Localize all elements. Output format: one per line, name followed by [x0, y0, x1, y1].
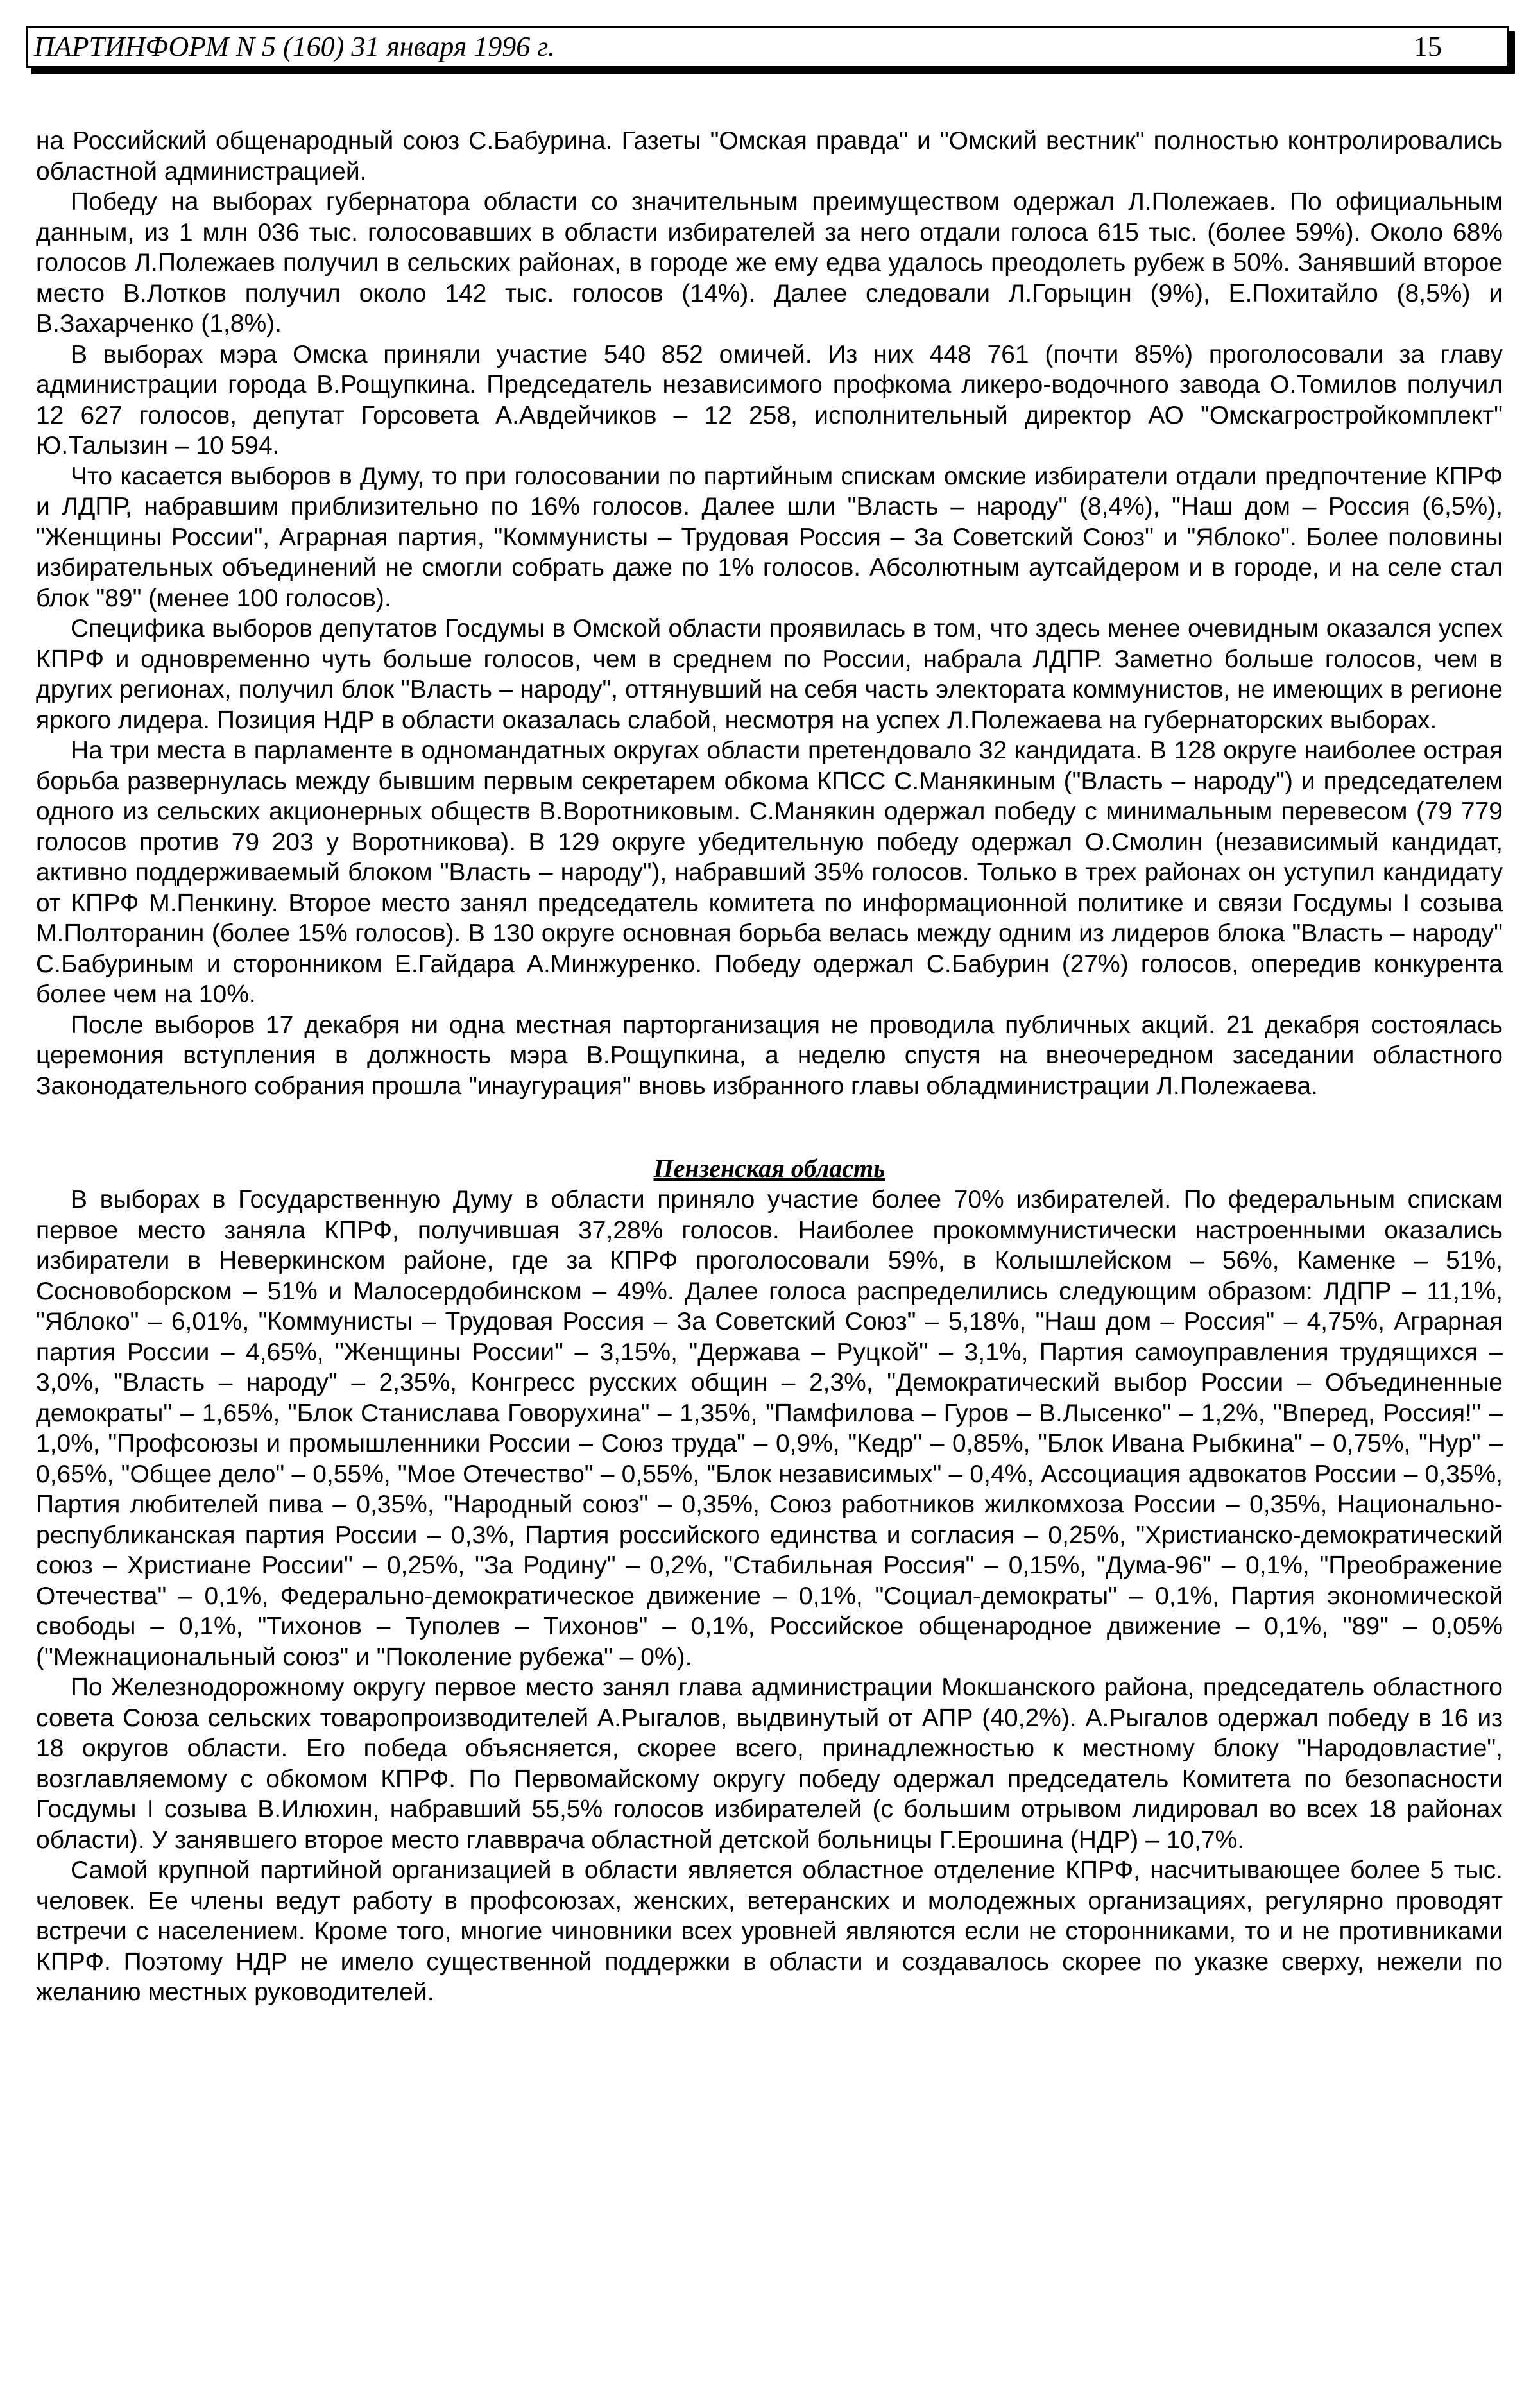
- page-number: 15: [1414, 31, 1442, 62]
- paragraph: на Российский общенародный союз С.Бабурина. Газеты "Омская правда" и "Омский вестник" полностью контролировались областной администрацией.: [36, 127, 1503, 185]
- paragraph: В выборах мэра Омска приняли участие 540 852 омичей. Из них 448 761 (почти 85%) проголосовали за главу администрации города В.Рощупкина. Председатель независимого профкома ликеро-водочного завода О.Томилов получил 12 627 голосов, депутат Горсовета А.Авдейчиков – 12 258, исполнительный директор АО "Омскагростройкомплект" Ю.Талызин – 10 594.: [36, 340, 1503, 459]
- paragraph: После выборов 17 декабря ни одна местная парторганизация не проводила публичных акций. 21 декабря состоялась церемония вступления в должность мэра В.Рощупкина, а неделю спустя на внеочередном заседании областного Законодательного собрания прошла "инаугурация" вновь избранного главы обладминистрации Л.Полежаева.: [36, 1011, 1503, 1100]
- publication-title: ПАРТИНФОРМ N 5 (160) 31 января 1996 г.: [34, 31, 555, 62]
- page-header: [26, 26, 1509, 68]
- article-body: [36, 126, 1503, 2008]
- paragraph: Что касается выборов в Думу, то при голосовании по партийным спискам омские избиратели отдали предпочтение КПРФ и ЛДПР, набравшим приблизительно по 16% голосов. Далее шли "Власть – народу" (8,4%), "Наш дом – Россия (6,5%), "Женщины России", Аграрная партия, "Коммунисты – Трудовая Россия – За Советский Союз" и "Яблоко". Более половины избирательных объединений не смогли собрать даже по 1% голосов. Абсолютным аутсайдером и в городе, и на селе стал блок "89" (менее 100 голосов).: [36, 462, 1503, 612]
- paragraph: Специфика выборов депутатов Госдумы в Омской области проявилась в том, что здесь менее очевидным оказался успех КПРФ и одновременно чуть больше голосов, чем в среднем по России, набрала ЛДПР. Заметно больше голосов, чем в других регионах, получил блок "Власть – народу", оттянувший на себя часть электората коммунистов, не имеющих в регионе яркого лидера. Позиция НДР в области оказалась слабой, несмотря на успех Л.Полежаева на губернаторских выборах.: [36, 615, 1503, 734]
- paragraph: Победу на выборах губернатора области со значительным преимуществом одержал Л.Полежаев. По официальным данным, из 1 млн 036 тыс. голосовавших в области избирателей за него отдали голоса 615 тыс. (более 59%). Около 68% голосов Л.Полежаев получил в сельских районах, в городе же ему едва удалось преодолеть рубеж в 50%. Занявший второе место В.Лотков получил около 142 тыс. голосов (14%). Далее следовали Л.Горыцин (9%), Е.Похитайло (8,5%) и В.Захарченко (1,8%).: [36, 188, 1503, 338]
- paragraph: На три места в парламенте в одномандатных округах области претендовало 32 кандидата. В 128 округе наиболее острая борьба развернулась между бывшим первым секретарем обкома КПСС С.Манякиным ("Власть – народу") и председателем одного из сельских акционерных обществ В.Воротниковым. С.Манякин одержал победу с минимальным перевесом (79 779 голосов против 79 203 у Воротникова). В 129 округе убедительную победу одержал О.Смолин (независимый кандидат, активно поддерживаемый блоком "Власть – народу"), набравший 35% голосов. Только в трех районах он уступил кандидату от КПРФ М.Пенкину. Второе место занял председатель комитета по информационной политике и связи Госдумы I созыва М.Полторанин (более 15% голосов). В 130 округе основная борьба велась между одним из лидеров блока "Власть – народу" С.Бабуриным и сторонником Е.Гайдара А.Минжуренко. Победу одержал С.Бабурин (27%) голосов, опередив конкурента более чем на 10%.: [36, 737, 1503, 1008]
- paragraph: По Железнодорожному округу первое место занял глава администрации Мокшанского района, председатель областного совета Союза сельских товаропроизводителей А.Рыгалов, выдвинутый от АПР (40,2%). А.Рыгалов одержал победу в 16 из 18 округов области. Его победа объясняется, скорее всего, принадлежностью к местному блоку "Народовластие", возглавляемому с обкомом КПРФ. По Первомайскому округу победу одержал председатель Комитета по безопасности Госдумы I созыва В.Илюхин, набравший 55,5% голосов избирателей (с большим отрывом лидировал во всех 18 районах области). У занявшего второе место главврача областной детской больницы Г.Ерошина (НДР) – 10,7%.: [36, 1674, 1503, 1854]
- section-heading: Пензенская область: [653, 1154, 886, 1183]
- paragraph: Самой крупной партийной организацией в области является областное отделение КПРФ, насчитывающее более 5 тыс. человек. Ее члены ведут работу в профсоюзах, женских, ветеранских и молодежных организациях, регулярно проводят встречи с населением. Кроме того, многие чиновники всех уровней являются если не сторонниками, то и не противниками КПРФ. Поэтому НДР не имело существенной поддержки в области и создавалось скорее по указке сверху, нежели по желанию местных руководителей.: [36, 1856, 1503, 2006]
- paragraph: В выборах в Государственную Думу в области приняло участие более 70% избирателей. По федеральным спискам первое место заняла КПРФ, получившая 37,28% голосов. Наиболее прокоммунистически настроенными оказались избиратели в Неверкинском районе, где за КПРФ проголосовали 59%, в Колышлейском – 56%, Каменке – 51%, Сосновоборском – 51% и Малосердобинском – 49%. Далее голоса распределились следующим образом: ЛДПР – 11,1%, "Яблоко" – 6,01%, "Коммунисты – Трудовая Россия – За Советский Союз" – 5,18%, "Наш дом – Россия" – 4,75%, Аграрная партия России – 4,65%, "Женщины России" – 3,15%, "Держава – Руцкой" – 3,1%, Партия самоуправления трудящихся – 3,0%, "Власть – народу" – 2,35%, Конгресс русских общин – 2,3%, "Демократический выбор России – Объединенные демократы" – 1,65%, "Блок Станислава Говорухина" – 1,35%, "Памфилова – Гуров – В.Лысенко" – 1,2%, "Вперед, Россия!" – 1,0%, "Профсоюзы и промышленники России – Союз труда" – 0,9%, "Кедр" – 0,85%, "Блок Ивана Рыбкина" – 0,75%, "Нур" – 0,65%, "Общее дело" – 0,55%, "Мое Отечество" – 0,55%, "Блок независимых" – 0,4%, Ассоциация адвокатов России – 0,35%, Партия любителей пива – 0,35%, "Народный союз" – 0,35%, Союз работников жилкомхоза России – 0,35%, Национально-республиканская партия России – 0,3%, Партия российского единства и согласия – 0,25%, "Христианско-демократический союз – Христиане России" – 0,25%, "За Родину" – 0,2%, "Стабильная Россия" – 0,15%, "Дума-96" – 0,1%, "Преображение Отечества" – 0,1%, Федерально-демократическое движение – 0,1%, "Социал-демократы" – 0,1%, Партия экономической свободы – 0,1%, "Тихонов – Туполев – Тихонов" – 0,1%, Российское общенародное движение – 0,1%, "89" – 0,05% ("Межнациональный союз" и "Поколение рубежа" – 0%).: [36, 1186, 1503, 1671]
